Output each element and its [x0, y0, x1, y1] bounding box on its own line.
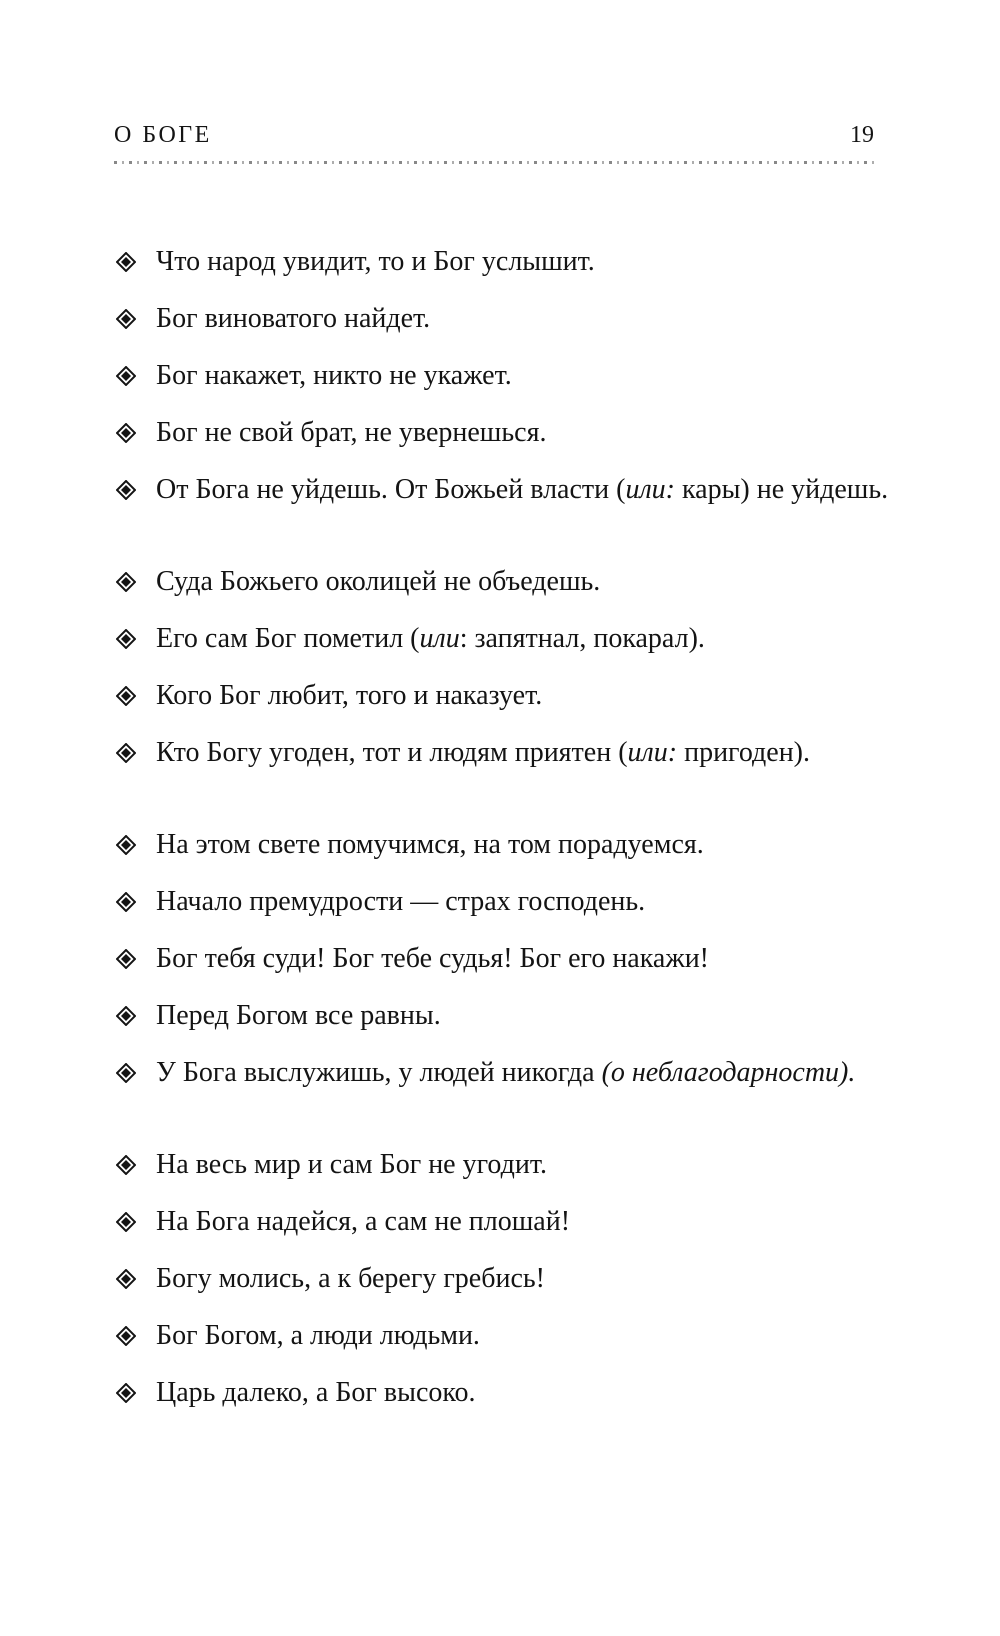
proverb-item [110, 678, 926, 714]
proverb-text: Богу молись, а к берегу гребись! [156, 1263, 545, 1294]
page-number: 19 [850, 122, 874, 148]
diamond-bullet-icon [116, 1383, 136, 1403]
diamond-bullet-icon [116, 1326, 136, 1346]
proverb-item [110, 1055, 926, 1091]
proverb-item [110, 1375, 926, 1411]
proverb-item [110, 415, 926, 451]
proverb-item [110, 884, 926, 920]
diamond-bullet-icon [116, 686, 136, 706]
proverb-text: Перед Богом все равны. [156, 1000, 441, 1031]
diamond-bullet-icon [116, 835, 136, 855]
diamond-bullet-icon [116, 423, 136, 443]
proverb-item [110, 735, 926, 771]
proverb-text: Суда Божьего околицей не объедешь. [156, 566, 601, 597]
diamond-bullet-icon [116, 480, 136, 500]
section-title: О БОГЕ [114, 122, 212, 148]
proverb-text: Кто Богу угоден, тот и людям приятен ( [156, 737, 628, 768]
diamond-bullet-icon [116, 1269, 136, 1289]
diamond-bullet-icon [116, 629, 136, 649]
proverb-item [110, 1261, 926, 1297]
diamond-bullet-icon [116, 572, 136, 592]
proverb-qualifier: или: [625, 474, 675, 505]
proverb-item [110, 244, 926, 280]
proverb-text-continued: пригоден). [677, 737, 811, 768]
diamond-bullet-icon [116, 1212, 136, 1232]
proverb-item [110, 1204, 926, 1240]
proverb-text: Бог Богом, а люди людьми. [156, 1320, 480, 1351]
diamond-bullet-icon [116, 1155, 136, 1175]
proverb-qualifier: (о неблагодарности). [601, 1057, 856, 1088]
diamond-bullet-icon [116, 949, 136, 969]
running-head [114, 122, 874, 154]
proverb-text: Его сам Бог пометил ( [156, 623, 420, 654]
proverb-text: Кого Бог любит, того и наказует. [156, 680, 543, 711]
proverb-item [110, 621, 926, 657]
proverb-item [110, 941, 926, 977]
proverb-item [110, 564, 926, 600]
proverb-text: На Бога надейся, а сам не плошай! [156, 1206, 571, 1237]
proverb-text: Начало премудрости — страх господень. [156, 886, 646, 917]
proverb-text: Бог накажет, никто не укажет. [156, 360, 512, 391]
proverb-text: Что народ увидит, то и Бог услышит. [156, 246, 595, 277]
proverb-text: На весь мир и сам Бог не угодит. [156, 1149, 547, 1180]
proverb-qualifier: или [419, 623, 460, 654]
proverb-item [110, 1318, 926, 1354]
diamond-bullet-icon [116, 1006, 136, 1026]
proverb-text: Царь далеко, а Бог высоко. [156, 1377, 476, 1408]
proverb-qualifier: или: [627, 737, 678, 768]
diamond-bullet-icon [116, 366, 136, 386]
diamond-bullet-icon [116, 892, 136, 912]
diamond-bullet-icon [116, 252, 136, 272]
proverb-text: У Бога выслужишь, у людей никогда [156, 1057, 602, 1088]
diamond-bullet-icon [116, 1063, 136, 1083]
proverb-text: На этом свете помучимся, на том порадуемся. [156, 829, 704, 860]
diamond-bullet-icon [116, 309, 136, 329]
proverb-item [110, 472, 926, 508]
proverb-text-continued: кары) не уйдешь. [674, 474, 889, 505]
proverb-text: Бог виноватого найдет. [156, 303, 431, 334]
proverb-text: Бог не свой брат, не увернешься. [156, 417, 547, 448]
diamond-bullet-icon [116, 743, 136, 763]
proverb-text: Бог тебя суди! Бог тебе судья! Бог его накажи! [156, 943, 709, 974]
proverb-text: От Бога не уйдешь. От Божьей власти ( [156, 474, 626, 505]
proverb-item [110, 1147, 926, 1183]
proverb-item [110, 358, 926, 394]
proverb-item [110, 998, 926, 1034]
proverb-text-continued: : запятнал, покарал). [459, 623, 705, 654]
proverb-item [110, 301, 926, 337]
header-rule [114, 161, 874, 164]
proverb-item [110, 827, 926, 863]
